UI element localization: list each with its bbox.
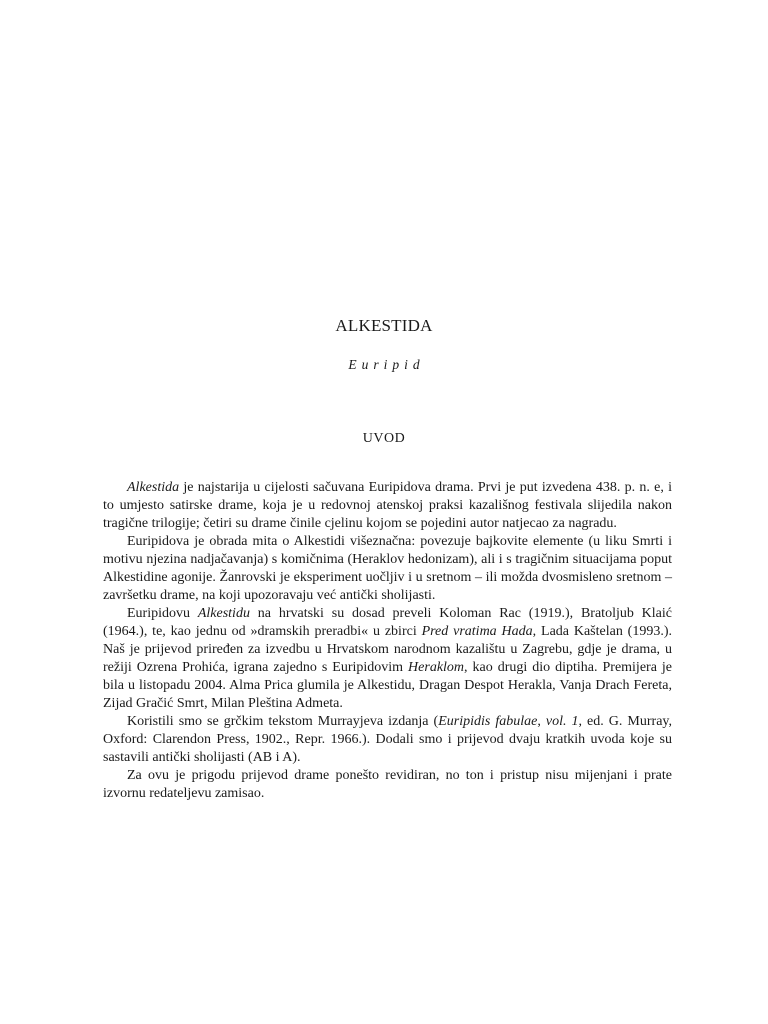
italic-run: Heraklom bbox=[408, 660, 465, 675]
text-run: , Lada Kaštelan (1993.). Naš je prijevod priređen za izvedbu u Hrvatskom narodnom kazalištu u Zagrebu, gdje je drama, u režiji Ozrena Prohića, igrana zajedno s Euripidovim bbox=[103, 624, 673, 675]
italic-run: Euripidis fabulae bbox=[438, 714, 538, 729]
italic-run: vol. 1 bbox=[545, 714, 579, 729]
paragraph bbox=[103, 533, 672, 605]
author-name: Euripid bbox=[348, 357, 425, 372]
italic-run: Alkestidu bbox=[197, 606, 250, 621]
text-run: Koristili smo se grčkim tekstom Murrayjeva izdanja ( bbox=[127, 714, 439, 729]
text-run: je najstarija u cijelosti sačuvana Euripidova drama. Prvi je put izvedena 438. p. n. e, i to umjesto satirske drame, koja je u redovnoj atenskoj praksi kazališnog festivala slijedila nakon tragične trilogije; četiri su drame činile cjelinu kojom se pojedini autor natjecao za nagradu. bbox=[103, 480, 672, 531]
italic-run: Alkestida bbox=[127, 480, 180, 495]
text-run: , kao drugi dio diptiha. Premijera je bila u listopadu 2004. Alma Prica glumila je Alkestidu, Dragan Despot Herakla, Vanja Drach Fereta, Zijad Gračić Smrt, Milan Pleština Admeta. bbox=[103, 660, 673, 711]
paragraph bbox=[103, 479, 672, 533]
text-run: Euripidovu bbox=[127, 606, 198, 621]
paragraph bbox=[103, 605, 672, 713]
section-heading: UVOD bbox=[362, 431, 406, 446]
text-run: , bbox=[537, 714, 546, 729]
text-run: Euripidova je obrada mita o Alkestidi višeznačna: povezuje bajkovite elemente (u liku Smrti i motivu njezina nadjačavanja) s komičnima (Heraklov hedonizam), ali i s tragičnim situacijama poput Alkestidine agonije. Žanrovski je eksperiment uočljiv i u sretnom – ili možda dvosmisleno sretnom – završetku drame, na koji upozoravaju već antički sholijasti. bbox=[103, 534, 672, 603]
paragraph bbox=[103, 713, 672, 767]
paragraph bbox=[103, 767, 672, 803]
italic-run: Pred vratima Hada bbox=[421, 624, 533, 639]
body-text bbox=[103, 479, 672, 803]
document-title: ALKESTIDA bbox=[335, 316, 433, 335]
text-run: , ed. G. Murray, Oxford: Clarendon Press, 1902., Repr. 1966.). Dodali smo i prijevod dvaju kratkih uvoda koje su sastavili antički sholijasti (AB i A). bbox=[103, 714, 673, 765]
text-run: Za ovu je prigodu prijevod drame ponešto revidiran, no ton i pristup nisu mijenjani i prate izvornu redateljevu zamisao. bbox=[103, 768, 672, 801]
text-run: na hrvatski su dosad preveli Koloman Rac (1919.), Bratoljub Klaić (1964.), te, kao jednu od »dramskih preradbi« u zbirci bbox=[103, 606, 672, 639]
